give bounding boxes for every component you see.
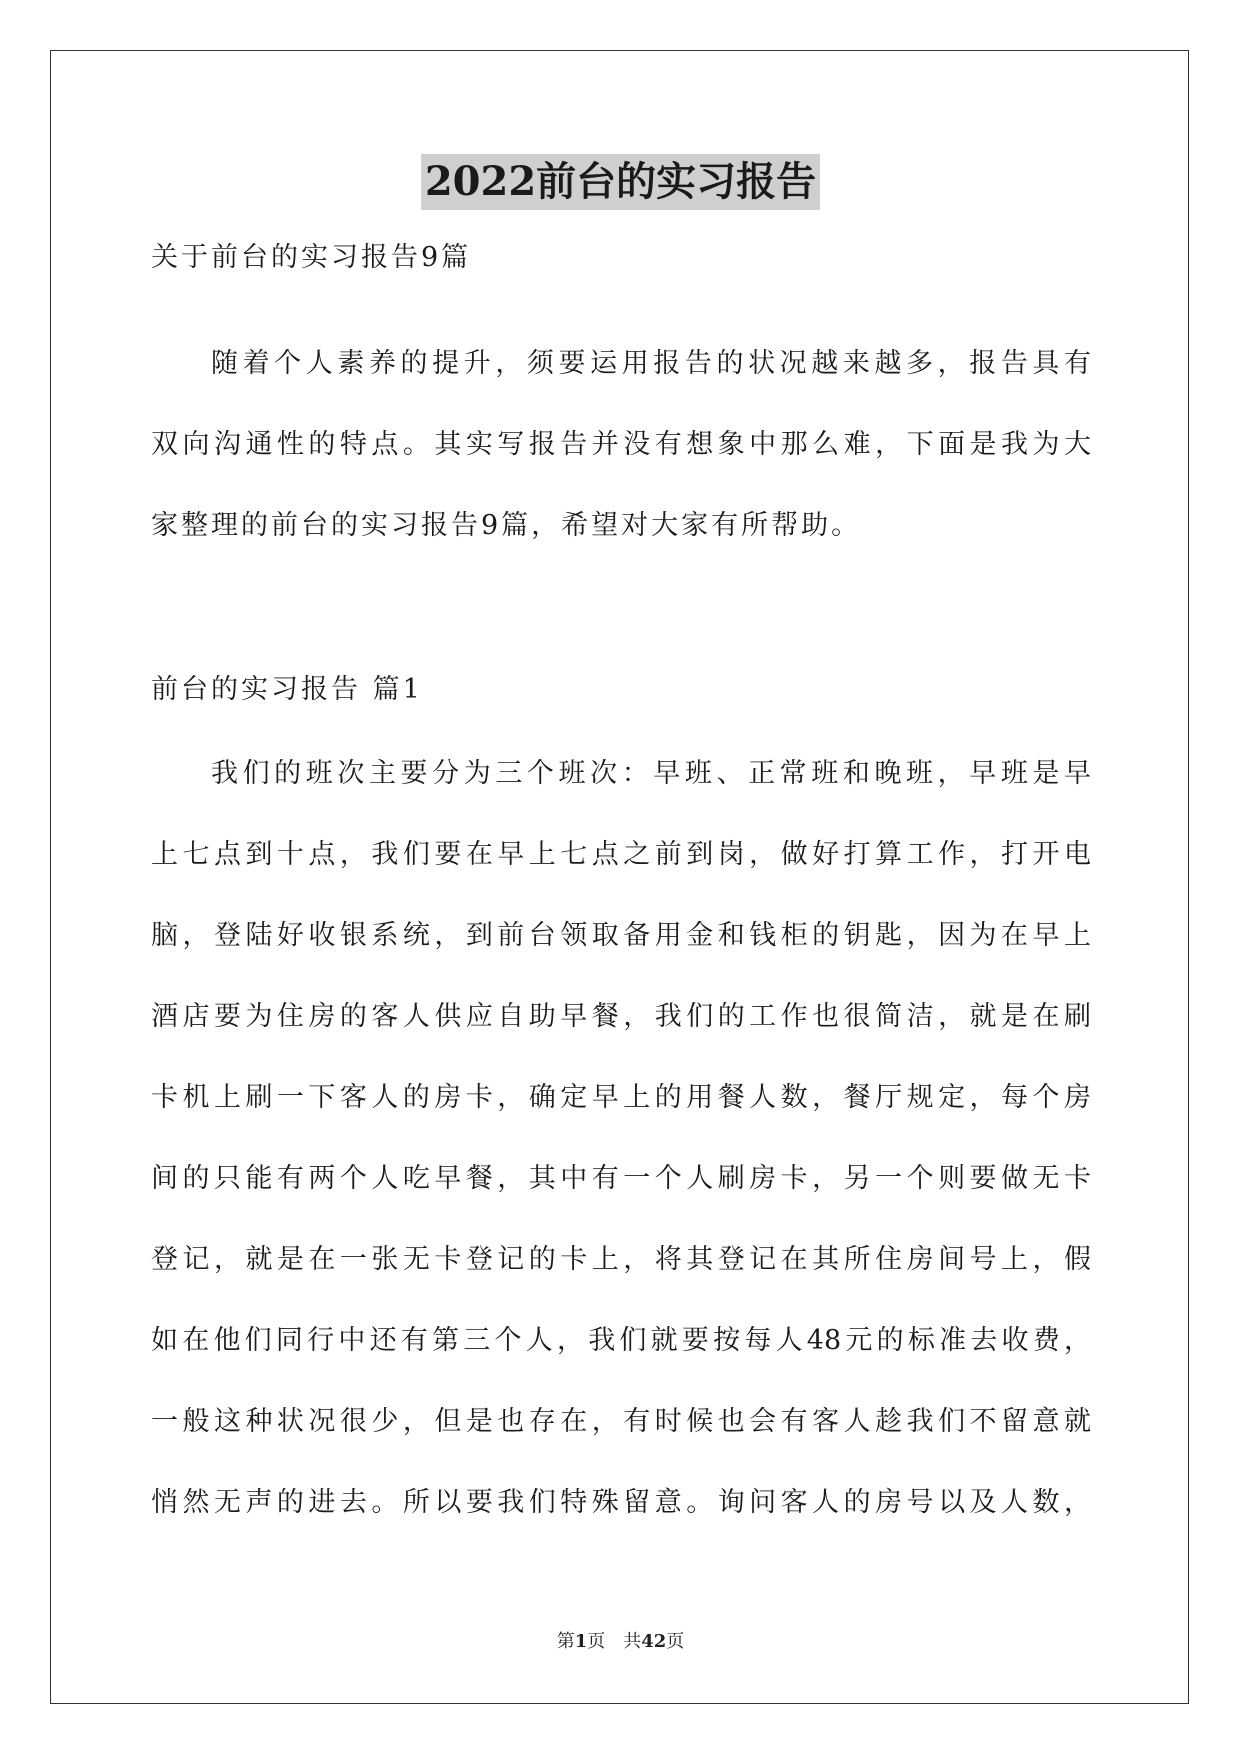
document-subtitle: 关于前台的实习报告9篇 [151, 242, 472, 273]
body-line: 登记，就是在一张无卡登记的卡上，将其登记在其所住房间号上，假 [151, 1244, 1091, 1275]
body-line: 如在他们同行中还有第三个人，我们就要按每人48元的标准去收费， [151, 1325, 1091, 1356]
intro-line: 随着个人素养的提升，须要运用报告的状况越来越多，报告具有 [211, 348, 1091, 379]
page-border [50, 50, 1189, 1704]
footer-total-pages: 42 [641, 1631, 667, 1652]
footer-current-page: 1 [574, 1631, 588, 1652]
body-line: 间的只能有两个人吃早餐，其中有一个人刷房卡，另一个则要做无卡 [151, 1163, 1091, 1194]
body-line: 酒店要为住房的客人供应自助早餐，我们的工作也很简洁，就是在刷 [151, 1001, 1091, 1032]
body-line: 脑，登陆好收银系统，到前台领取备用金和钱柜的钥匙，因为在早上 [151, 920, 1091, 951]
document-title [0, 154, 1241, 210]
body-line: 一般这种状况很少，但是也存在，有时候也会有客人趁我们不留意就 [151, 1406, 1091, 1437]
section-heading: 前台的实习报告 篇1 [151, 674, 423, 705]
footer-mid: 页 共 [587, 1631, 642, 1652]
document-title-text: 2022前台的实习报告 [421, 154, 820, 210]
page-footer [0, 1630, 1241, 1654]
intro-line: 家整理的前台的实习报告9篇，希望对大家有所帮助。 [151, 510, 862, 541]
body-line: 悄然无声的进去。所以要我们特殊留意。询问客人的房号以及人数， [151, 1487, 1091, 1518]
body-line: 卡机上刷一下客人的房卡，确定早上的用餐人数，餐厅规定，每个房 [151, 1082, 1091, 1113]
footer-prefix: 第 [556, 1631, 575, 1652]
intro-line: 双向沟通性的特点。其实写报告并没有想象中那么难，下面是我为大 [151, 429, 1091, 460]
body-line: 我们的班次主要分为三个班次：早班、正常班和晚班，早班是早 [211, 758, 1091, 789]
footer-suffix: 页 [666, 1631, 685, 1652]
body-line: 上七点到十点，我们要在早上七点之前到岗，做好打算工作，打开电 [151, 839, 1091, 870]
